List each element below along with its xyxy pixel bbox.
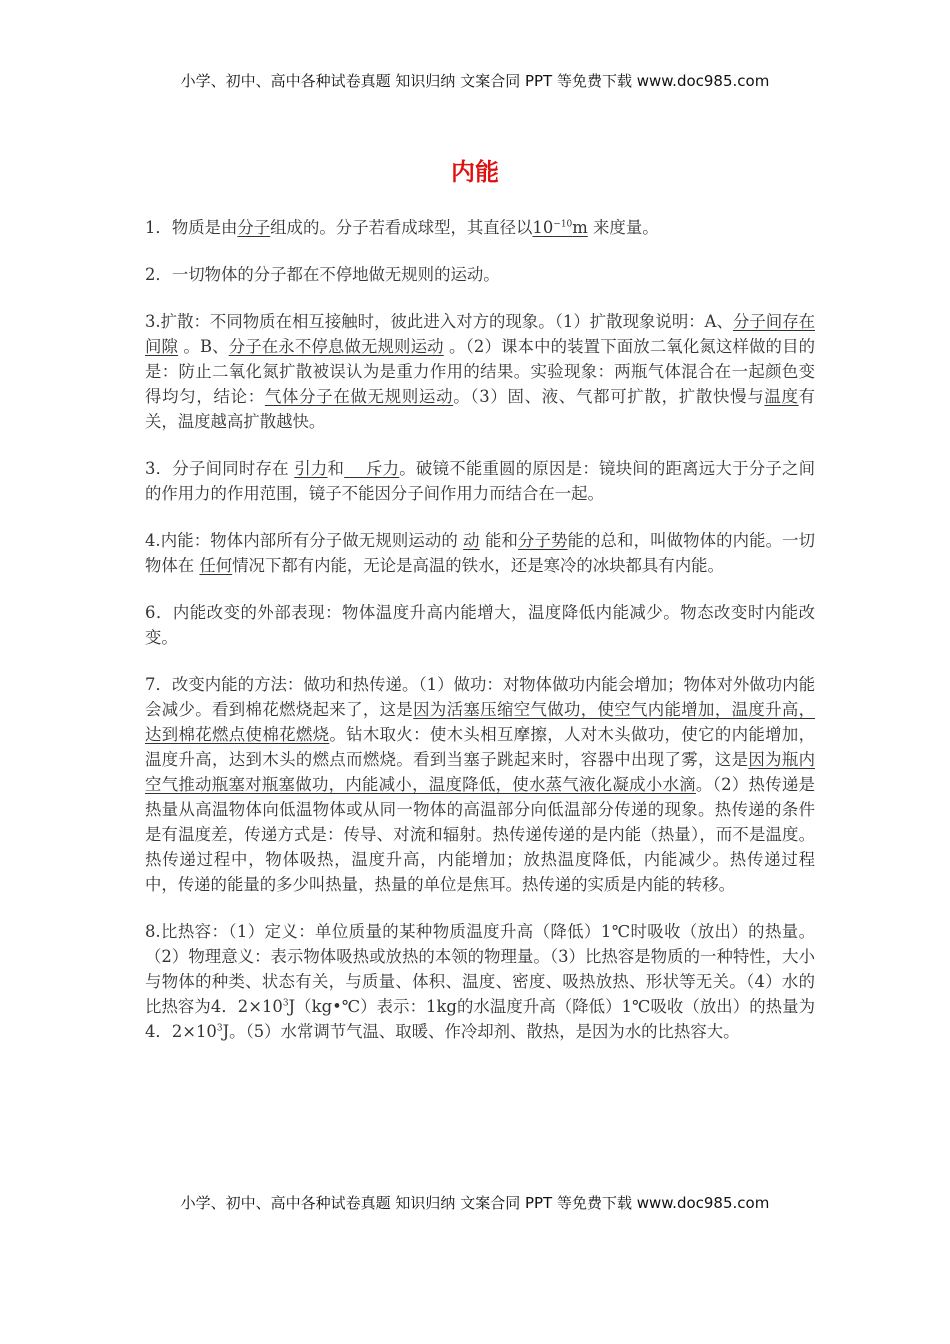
blank-answer: 斥力 bbox=[344, 459, 400, 478]
page-footer: 小学、初中、高中各种试卷真题 知识归纳 文案合同 PPT 等免费下载 www.doc985.com bbox=[180, 1194, 770, 1212]
blank-answer: 因为瓶内空气推动瓶塞对瓶塞做功，内能减小，温度降低，使水蒸气液化凝成小水滴 bbox=[145, 750, 816, 794]
paragraph-1: 1．物质是由分子组成的。分子若看成球型，其直径以$10^{-10}m$ 来度量。 bbox=[145, 218, 659, 237]
paragraph-7: 7．改变内能的方法：做功和热传递。（1）做功：对物体做功内能会增加；物体对外做功内能会减少。看到棉花燃烧起来了，这是因为活塞压缩空气做功，使空气内能增加，温度升高，达到棉花燃点使棉花燃烧。钻木取火：使木头相互摩擦，人对木头做功，使它的内能增加，温度升高，达到木头的燃点而燃烧。看到当塞子跳起来时，容器中出现了雾，这是因为瓶内空气推动瓶塞对瓶塞做功，内能减小，温度降低，使水蒸气液化凝成小水滴。（2）热传递是热量从高温物体向低温物体或从同一物体的高温部分向低温部分传递的现象。热传递的条件是有温度差，传递方式是：传导、对流和辐射。热传递传递的是内能（热量），而不是温度。热传递过程中，物体吸热，温度升高，内能增加；放热温度降低，内能减少。热传递过程中，传递的能量的多少叫热量，热量的单位是焦耳。热传递的实质是内能的转移。 bbox=[145, 675, 816, 894]
blank-answer: 分子势 bbox=[518, 531, 568, 550]
blank-answer: 分子 bbox=[237, 218, 271, 237]
blank-answer: $10^{-10}m$ bbox=[532, 218, 588, 237]
blank-answer: 分子间存在间隙 bbox=[145, 312, 816, 356]
paragraph-5: 4.内能：物体内部所有分子做无规则运动的 动 能和分子势能的总和，叫做物体的内能。一切物体在 任何情况下都有内能，无论是高温的铁水，还是寒冷的冰块都具有内能。 bbox=[145, 531, 816, 575]
paragraph-2: 2．一切物体的分子都在不停地做无规则的运动。 bbox=[145, 265, 500, 284]
blank-answer: 任何 bbox=[199, 556, 233, 575]
blank-answer: 引力 bbox=[294, 459, 328, 478]
blank-answer: 动 bbox=[463, 531, 480, 550]
page-title: 内能 bbox=[451, 158, 499, 186]
paragraph-4: 3．分子间同时存在 引力和 斥力。破镜不能重圆的原因是：镜块间的距离远大于分子之间的作用力的作用范围，镜子不能因分子间作用力而结合在一起。 bbox=[145, 459, 816, 503]
paragraph-8: 8.比热容：（1）定义：单位质量的某种物质温度升高（降低）1℃时吸收（放出）的热量。（2）物理意义：表示物体吸热或放热的本领的物理量。（3）比热容是物质的一种特性，大小与物体的种类、状态有关，与质量、体积、温度、密度、吸热放热、形状等无关。（4）水的比热容为4．$2\times 10^3J(kg•℃)$表示：1kg的水温度升高（降低）1℃吸收（放出）的热量为4．$2\times 10^3J$。（5）水常调节气温、取暖、作冷却剂、散热，是因为水的比热容大。 bbox=[145, 922, 815, 1041]
blank-answer: 气体分子在做无规则运动 bbox=[264, 387, 454, 406]
blank-answer: 分子在永不停息做无规则运动 bbox=[228, 337, 444, 356]
blank-answer: 温度 bbox=[764, 387, 799, 406]
blank-answer: 因为活塞压缩空气做功，使空气内能增加，温度升高，达到棉花燃点使棉花燃烧 bbox=[145, 700, 816, 744]
document-body bbox=[145, 215, 815, 1066]
page-header: 小学、初中、高中各种试卷真题 知识归纳 文案合同 PPT 等免费下载 www.doc985.com bbox=[180, 72, 770, 90]
paragraph-3: 3.扩散：不同物质在相互接触时，彼此进入对方的现象。（1）扩散现象说明：A、分子间存在间隙 。B、分子在永不停息做无规则运动 。（2）课本中的装置下面放二氧化氮这样做的目的是：防止二氧化氮扩散被误认为是重力作用的结果。实验现象：两瓶气体混合在一起颜色变得均匀，结论：气体分子在做无规则运动。（3）固、液、气都可扩散，扩散快慢与温度有关，温度越高扩散越快。 bbox=[145, 312, 816, 431]
paragraph-6: 6．内能改变的外部表现：物体温度升高内能增大，温度降低内能减少。物态改变时内能改变。 bbox=[145, 603, 815, 647]
